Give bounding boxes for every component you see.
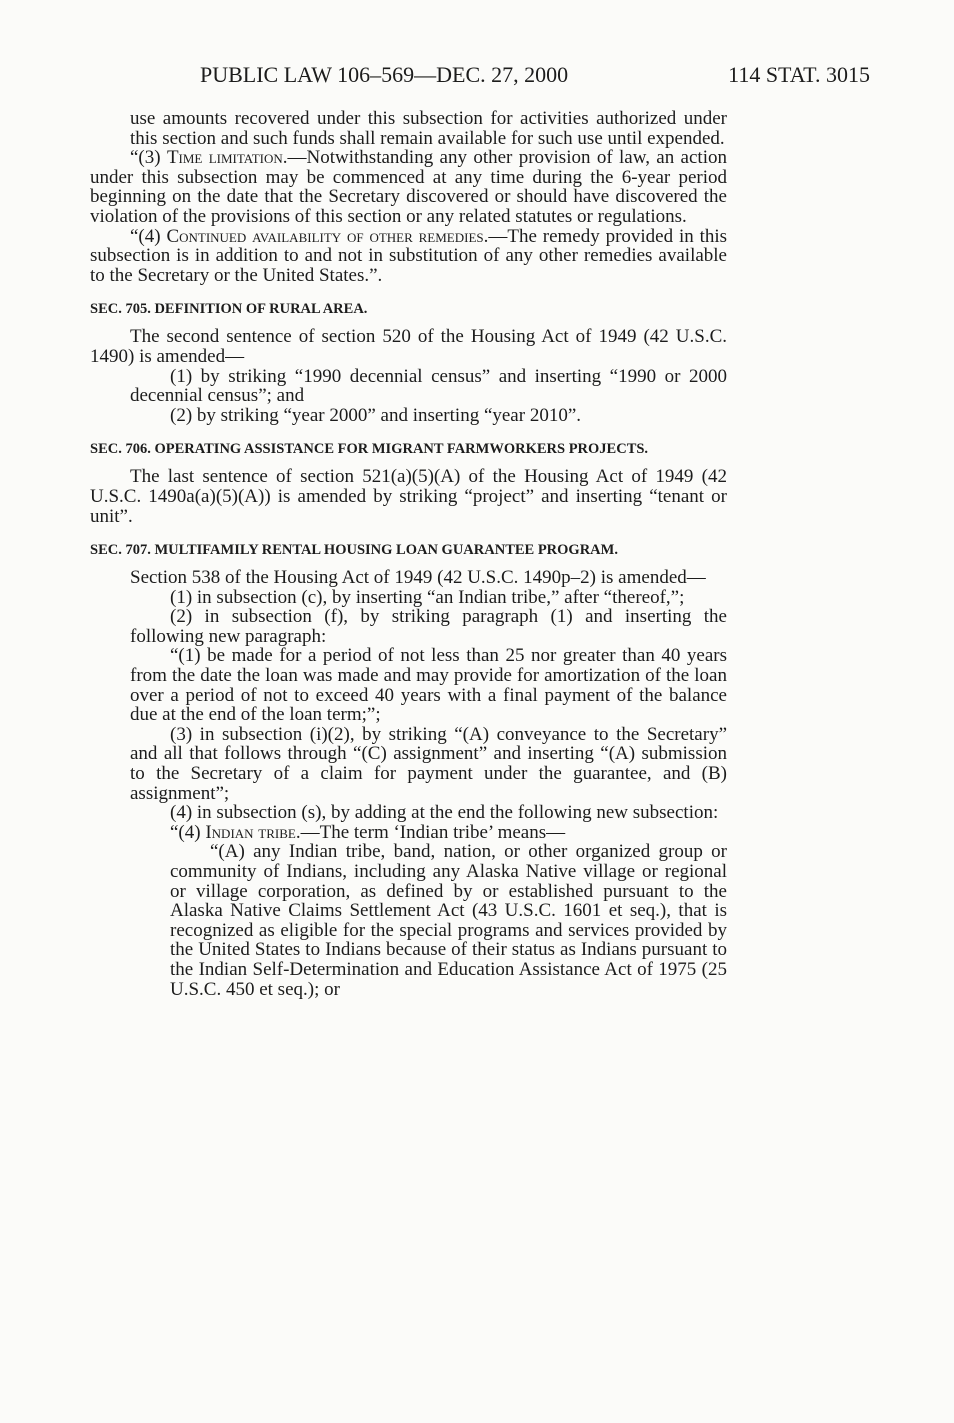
public-law-title: PUBLIC LAW 106–569—DEC. 27, 2000: [200, 62, 569, 87]
section-705-intro: The second sentence of section 520 of the Housing Act of 1949 (42 U.S.C. 1490) is amended—: [90, 326, 727, 367]
paragraph-4-continued-availability: “(4) Continued availability of other remedies.—The remedy provided in this subsection is in addition to and not in substitution of any other remedies available to the Secretary or the United States.”.: [90, 225, 728, 286]
section-705-item-1: (1) by striking “1990 decennial census” and inserting “1990 or 2000 decennial census”; and: [130, 365, 727, 407]
indian-tribe-definition: “(4) Indian tribe.—The term ‘Indian tribe’ means—: [170, 821, 566, 843]
statute-page-number: 114 STAT. 3015: [728, 62, 870, 87]
paragraph-3-time-limitation: “(3) Time limitation.—Notwithstanding any other provision of law, an action under this subsection may be commenced at any time during the 6-year period beginning on the date that the Secretary discovered or should have discovered the violation of the provisions of this section or any related statutes or regulations.: [90, 147, 727, 227]
document-body: [90, 109, 727, 999]
section-706-text: The last sentence of section 521(a)(5)(A) of the Housing Act of 1949 (42 U.S.C. 1490a(a)(5)(A)) is amended by striking “project” and inserting “tenant or unit”.: [90, 466, 727, 527]
section-707-item-3: (3) in subsection (i)(2), by striking “(A) conveyance to the Secretary” and all that follows through “(C) assignment” and inserting “(A) submission to the Secretary of a claim for payment under the guarantee, and (B) assignment”;: [130, 723, 727, 804]
paragraph-heading: Continued availability of other remedies: [166, 225, 484, 247]
section-707-heading: SEC. 707. MULTIFAMILY RENTAL HOUSING LOAN GUARANTEE PROGRAM.: [90, 542, 618, 559]
continued-paragraph: use amounts recovered under this subsection for activities authorized under this section and such funds shall remain available for such use until expended.: [130, 108, 727, 149]
page-header: [200, 60, 870, 90]
section-707-item-1: (1) in subsection (c), by inserting “an Indian tribe,” after “thereof,”;: [170, 586, 685, 608]
paragraph-heading: Time limitation: [166, 147, 283, 169]
indian-tribe-subparagraph-a: “(A) any Indian tribe, band, nation, or other organized group or community of Indians, including any Alaska Native village or regional or village corporation, as defined by or established pursuant to the Alaska Native Claims Settlement Act (43 U.S.C. 1601 et seq.), that is recognized as eligible for the special programs and services provided by the United States to Indians because of their status as Indians pursuant to the Indian Self-Determination and Education Assistance Act of 1975 (25 U.S.C. 450 et seq.); or: [170, 841, 727, 1000]
section-707-item-4: (4) in subsection (s), by adding at the end the following new subsection:: [170, 802, 719, 824]
paragraph-heading: Indian tribe: [205, 821, 296, 843]
section-705-heading: SEC. 705. DEFINITION OF RURAL AREA.: [90, 301, 368, 318]
section-707-item-2: (2) in subsection (f), by striking paragraph (1) and inserting the following new paragraph:: [130, 606, 727, 647]
section-706-heading: SEC. 706. OPERATING ASSISTANCE FOR MIGRANT FARMWORKERS PROJECTS.: [90, 441, 649, 458]
section-707-quoted-paragraph-1: “(1) be made for a period of not less than 25 nor greater than 40 years from the date the loan was made and may provide for amortization of the loan over a period of not to exceed 40 years with a final payment of the balance due at the end of the loan term;”;: [130, 645, 727, 726]
section-705-item-2: (2) by striking “year 2000” and inserting “year 2010”.: [170, 404, 582, 426]
section-707-intro: Section 538 of the Housing Act of 1949 (42 U.S.C. 1490p–2) is amended—: [130, 567, 706, 589]
